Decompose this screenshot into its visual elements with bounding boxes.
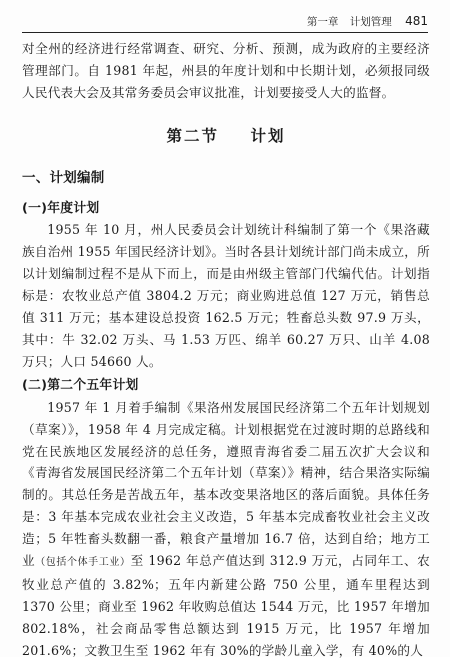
five-year-plan-text-part1: 1957 年 1 月着手编制《果洛州发展国民经济第二个五年计划规划（草案）》，1958 年 4 月完成定稿。计划根据党在过渡时期的总路线和党在民族地区发展经济的总任务，遵照青海省委二届五次扩大会议和《青海省发展国民经济第二个五年计划（草案）》精神，结合果洛实际编制的。其总任务是苦战五年，基本改变果洛地区的落后面貌。具体任务是：3 年基本完成农业社会主义改造，5 年基本完成畜牧业社会主义改造；5 年牲畜头数翻一番，粮食产量增加 16.7 倍，达到自给；地方工业 xyxy=(22,399,430,569)
five-year-plan-heading: (二)第二个五年计划 xyxy=(22,377,139,393)
intro-paragraph: 对全州的经济进行经常调查、研究、分析、预测，成为政府的主要经济管理部门。自 1981 年起，州县的年度计划和中长期计划，必须报同级人民代表大会及其常务委员会审议批准，计划要接受人大的监督。 xyxy=(22,41,430,100)
five-year-plan-text-part2: 至 1962 年总产值达到 312.9 万元，占同年工、农牧业总产值的 3.82%；五年内新建公路 750 公里，通车里程达到 1370 公里；商业至 1962 年收购总值达 1544 万元，比 1957 年增加 802.18%，社会商品零售总额达到 1915 万元，比 1957 年增加 201.6%；文教卫生至 1962 年有 30%的学龄儿童入学，有 40%的人 xyxy=(22,553,431,658)
chapter-title: 计划管理 xyxy=(349,16,392,28)
five-year-plan-note: （包括个体手工业） xyxy=(35,557,131,569)
page-number: 481 xyxy=(405,14,428,28)
subsection-heading: 一、计划编制 xyxy=(22,169,105,186)
annual-plan-paragraph: 1955 年 10 月，州人民委员会计划统计科编制了第一个《果洛藏族自治州 1955 年国民经济计划》。当时各县计划统计部门尚未成立，所以计划编制过程不是从下而上，而是由州级主管部门代编代估。计划指标是：农牧业总产值 3804.2 万元；商业购进总值 127 万元，销售总值 311 万元；基本建设总投资 162.5 万元；牲畜总头数 97.9 万头，其中：牛 32.02 万头、马 1.53 万匹、绵羊 60.27 万只、山羊 4.08 万只；人口 54660 人。 xyxy=(22,222,430,369)
annual-plan-heading: (一)年度计划 xyxy=(22,200,100,216)
section-title: 计划 xyxy=(250,126,286,145)
five-year-plan-paragraph xyxy=(22,397,430,662)
section-heading xyxy=(22,126,430,148)
page-body xyxy=(22,38,430,662)
chapter-number: 第一章 xyxy=(306,16,339,28)
section-number: 第二节 xyxy=(166,126,220,145)
running-header xyxy=(22,10,428,33)
